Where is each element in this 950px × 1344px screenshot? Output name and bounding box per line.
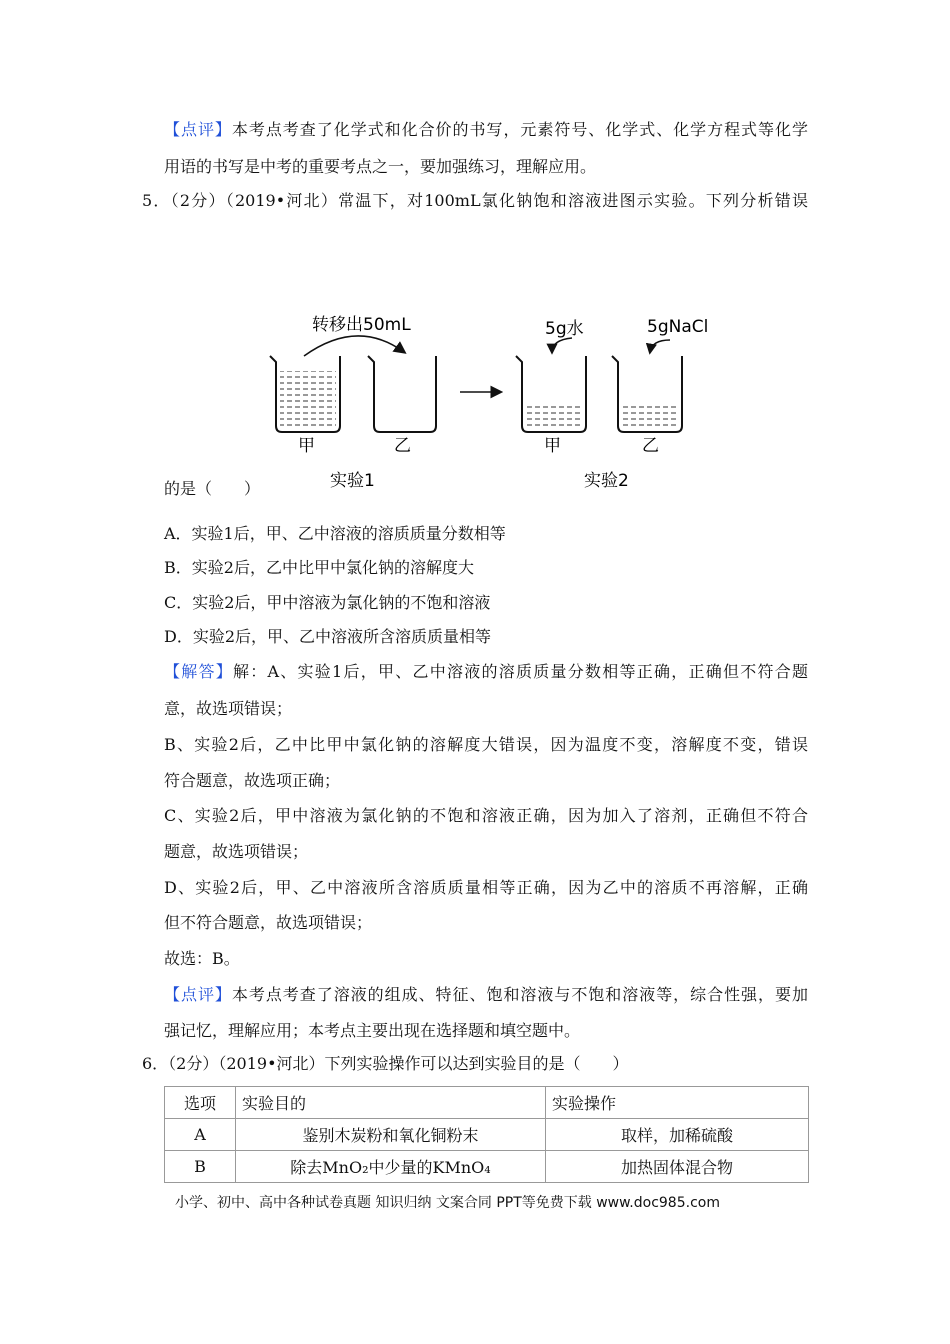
table-header: 实验目的 (236, 1087, 546, 1119)
table-header: 实验操作 (546, 1087, 809, 1119)
add-water-label: 5g水 (545, 319, 584, 339)
review-1-line-2: 用语的书写是中考的重要考点之一，要加强练习，理解应用。 (164, 157, 597, 176)
page-footer: 小学、初中、高中各种试卷真题 知识归纳 文案合同 PPT等免费下载 www.doc985.com (175, 1195, 720, 1211)
q5-option-a: A．实验1后，甲、乙中溶液的溶质质量分数相等 (164, 524, 506, 543)
answer-line-9: 故选：B。 (164, 949, 240, 968)
q5-option-c: C．实验2后，甲中溶液为氯化钠的不饱和溶液 (164, 593, 491, 612)
answer-tag: 【解答】 (164, 662, 233, 681)
answer-line-7: D、实验2后，甲、乙中溶液所含溶质质量相等正确，因为乙中的溶质不再溶解，正确 (164, 878, 808, 897)
label-yi-2: 乙 (642, 436, 659, 456)
table-header-row (165, 1087, 809, 1119)
answer-line-6: 题意，故选项错误； (164, 842, 309, 861)
answer-line-8: 但不符合题意，故选项错误； (164, 913, 373, 932)
table-cell: 加热固体混合物 (546, 1151, 809, 1183)
experiment-diagram (262, 308, 722, 498)
review-1-line-1: 【点评】本考点考查了化学式和化合价的书写，元素符号、化学式、化学方程式等化学 (164, 120, 808, 139)
table-row (165, 1151, 809, 1183)
q5-option-b: B．实验2后，乙中比甲中氯化钠的溶解度大 (164, 558, 474, 577)
table-cell: 鉴别木炭粉和氧化铜粉末 (236, 1119, 546, 1151)
transfer-label: 转移出50mL (312, 315, 411, 335)
beaker-yi-exp1 (368, 356, 436, 432)
transfer-arrow (304, 336, 404, 356)
answer-line-4: 符合题意，故选项正确； (164, 771, 341, 790)
table-header: 选项 (165, 1087, 236, 1119)
table-cell: 除去MnO₂中少量的KMnO₄ (236, 1151, 546, 1183)
label-exp1: 实验1 (330, 471, 375, 491)
add-salt-arrow (650, 340, 670, 352)
label-jia-1: 甲 (298, 436, 315, 456)
review-tag: 【点评】 (164, 120, 232, 139)
table-cell: A (165, 1119, 236, 1151)
label-yi-1: 乙 (394, 436, 411, 456)
q5-option-d: D．实验2后，甲、乙中溶液所含溶质质量相等 (164, 627, 492, 646)
add-salt-label: 5gNaCl (647, 317, 709, 337)
review-2-line-2: 强记忆，理解应用；本考点主要出现在选择题和填空题中。 (164, 1021, 581, 1040)
q5-stem-line-1: 5．（2分）（2019•河北）常温下，对100mL氯化钠饱和溶液进图示实验。下列分析错误 (142, 191, 808, 210)
options-table (164, 1086, 809, 1183)
answer-line-5: C、实验2后，甲中溶液为氯化钠的不饱和溶液正确，因为加入了溶剂，正确但不符合 (164, 806, 808, 825)
add-water-arrow (552, 338, 572, 352)
answer-line-2: 意，故选项错误； (164, 699, 293, 718)
q5-stem-line-2: 的是（ ） (164, 479, 261, 498)
beaker-jia-exp1 (270, 356, 340, 432)
table-cell: 取样，加稀硫酸 (546, 1119, 809, 1151)
beaker-jia-exp2 (516, 356, 586, 432)
answer-line-1: 【解答】解：A、实验1后，甲、乙中溶液的溶质质量分数相等正确，正确但不符合题 (164, 662, 808, 681)
review-2-line-1: 【点评】本考点考查了溶液的组成、特征、饱和溶液与不饱和溶液等，综合性强，要加 (164, 985, 808, 1004)
q6-stem: 6．（2分）（2019•河北）下列实验操作可以达到实验目的是（ ） (142, 1054, 629, 1073)
table-row (165, 1119, 809, 1151)
review-tag: 【点评】 (164, 985, 232, 1004)
answer-line-3: B、实验2后，乙中比甲中氯化钠的溶解度大错误，因为温度不变，溶解度不变，错误 (164, 735, 808, 754)
table-cell: B (165, 1151, 236, 1183)
label-jia-2: 甲 (544, 436, 561, 456)
label-exp2: 实验2 (584, 471, 629, 491)
beaker-yi-exp2 (612, 356, 682, 432)
